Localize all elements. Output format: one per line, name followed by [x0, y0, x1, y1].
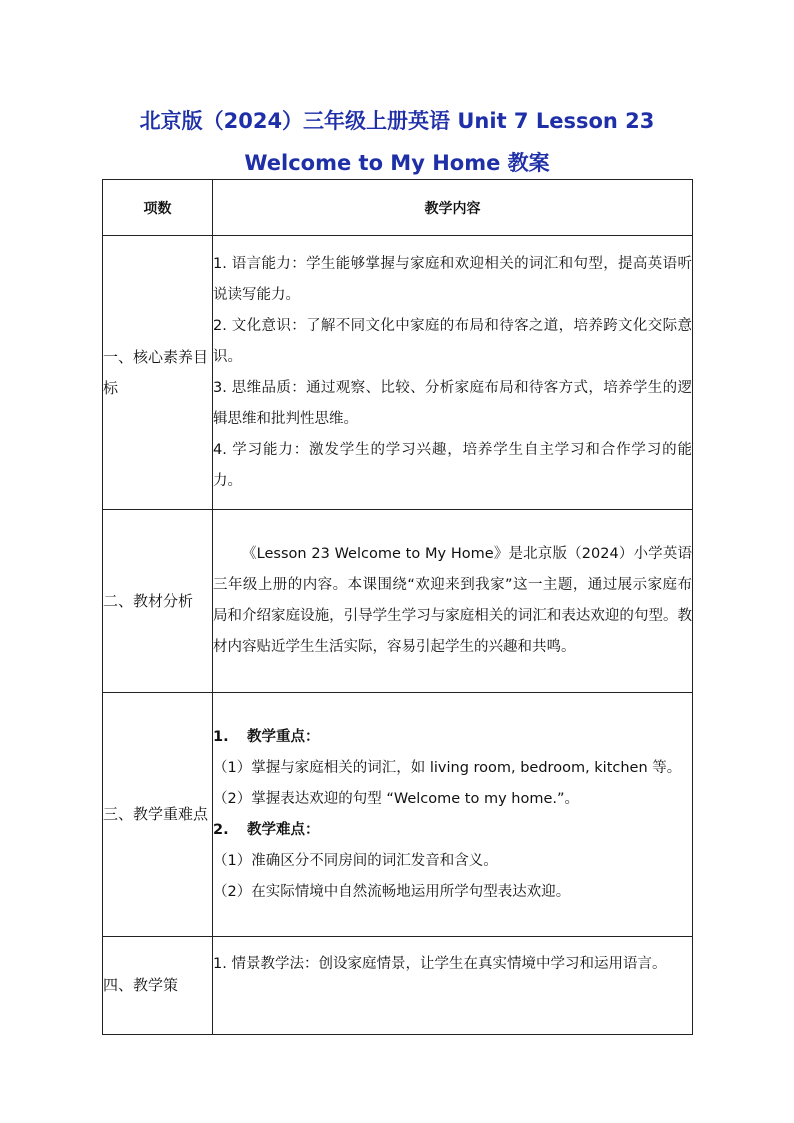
table-row [103, 510, 693, 693]
key-points-heading [213, 722, 692, 753]
table-row [103, 937, 693, 1035]
difficulties-heading [213, 815, 692, 846]
difficulties-label: 教学难点： [247, 821, 320, 838]
table-row [103, 236, 693, 510]
row-item-label: 四、教学策 [103, 937, 213, 1035]
textbook-analysis: 《Lesson 23 Welcome to My Home》是北京版（2024）小学英语三年级上册的内容。本课围绕“欢迎来到我家”这一主题，通过展示家庭布局和介绍家庭设施，引导学生学习与家庭相关的词汇和表达欢迎的句型。教材内容贴近学生生活实际，容易引起学生的兴趣和共鸣。 [213, 546, 692, 655]
objective-culture: 2. 文化意识：了解不同文化中家庭的布局和待客之道，培养跨文化交际意识。 [213, 317, 692, 365]
strategy-1: 1. 情景教学法：创设家庭情景，让学生在真实情境中学习和运用语言。 [213, 956, 667, 972]
difficulty-2: （2）在实际情境中自然流畅地运用所学句型表达欢迎。 [213, 883, 571, 900]
objective-language: 1. 语言能力：学生能够掌握与家庭和欢迎相关的词汇和句型，提高英语听说读写能力。 [213, 255, 692, 303]
difficulties-number: 2. [213, 821, 229, 838]
document-title-line-1: 北京版（2024）三年级上册英语 Unit 7 Lesson 23 [139, 109, 655, 133]
key-point-2: （2）掌握表达欢迎的句型 “Welcome to my home.”。 [213, 790, 579, 807]
key-points-label: 教学重点： [247, 728, 320, 745]
row-content [213, 693, 693, 937]
row-content [213, 937, 693, 1035]
key-points-number: 1. [213, 728, 229, 745]
table-header-row [103, 180, 693, 236]
row-item-label: 三、教学重难点 [103, 693, 213, 937]
header-content-column: 教学内容 [213, 180, 693, 236]
row-item-label: 二、教材分析 [103, 510, 213, 693]
objective-thinking: 3. 思维品质：通过观察、比较、分析家庭布局和待客方式，培养学生的逻辑思维和批判性思维。 [213, 379, 692, 427]
document-title-line-2: Welcome to My Home 教案 [244, 151, 550, 175]
key-point-1: （1）掌握与家庭相关的词汇，如 living room, bedroom, kitchen 等。 [213, 759, 682, 776]
row-item-label: 一、核心素养目标 [103, 236, 213, 510]
difficulty-1: （1）准确区分不同房间的词汇发音和含义。 [213, 852, 498, 869]
table-row [103, 693, 693, 937]
row-content [213, 236, 693, 510]
row-content [213, 510, 693, 693]
header-item-column: 项数 [103, 180, 213, 236]
objective-learning: 4. 学习能力：激发学生的学习兴趣，培养学生自主学习和合作学习的能力。 [213, 441, 692, 489]
lesson-plan-table [102, 179, 693, 1035]
